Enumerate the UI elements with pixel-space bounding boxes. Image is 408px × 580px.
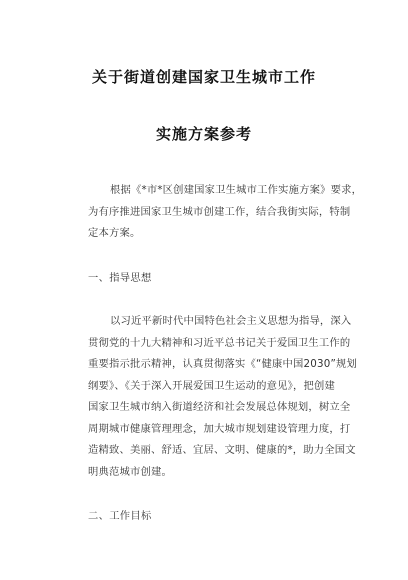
intro-paragraph <box>88 180 363 245</box>
paragraph-line: 明典范城市创建。 <box>88 465 172 478</box>
paragraph-line: 周期城市健康管理理念，加大城市规划建设管理力度，打 <box>88 422 351 435</box>
paragraph-line: 纲要》、《关于深入开展爱国卫生运动的意见》，把创建 <box>88 379 335 392</box>
paragraph-line: 以习近平新时代中国特色社会主义思想为指导，深入 <box>110 315 352 327</box>
paragraph-line: 定本方案。 <box>88 227 141 239</box>
document-title-line-1: 关于街道创建国家卫生城市工作 <box>91 68 316 86</box>
paragraph-line: 造精致、美丽、舒适、宜居、文明、健康的*，助力全国文 <box>88 444 356 456</box>
paragraph-line: 重要指示批示精神，认真贯彻落实《“健康中国2030”规划 <box>88 358 358 370</box>
paragraph-line: 贯彻党的十九大精神和习近平总书记关于爱国卫生工作的 <box>88 336 351 349</box>
paragraph-line: 根据《*市*区创建国家卫生城市工作实施方案》要求， <box>110 184 363 196</box>
guiding-ideology-paragraph <box>88 311 358 483</box>
paragraph-line: 为有序推进国家卫生城市创建工作，结合我街实际，特制 <box>88 205 351 218</box>
document-title-line-2: 实施方案参考 <box>155 125 252 143</box>
section-heading-guiding-ideology: 一、指导思想 <box>88 272 152 284</box>
section-heading-work-objectives: 二、工作目标 <box>88 510 152 522</box>
paragraph-line: 国家卫生城市纳入街道经济和社会发展总体规划，树立全 <box>88 401 351 413</box>
